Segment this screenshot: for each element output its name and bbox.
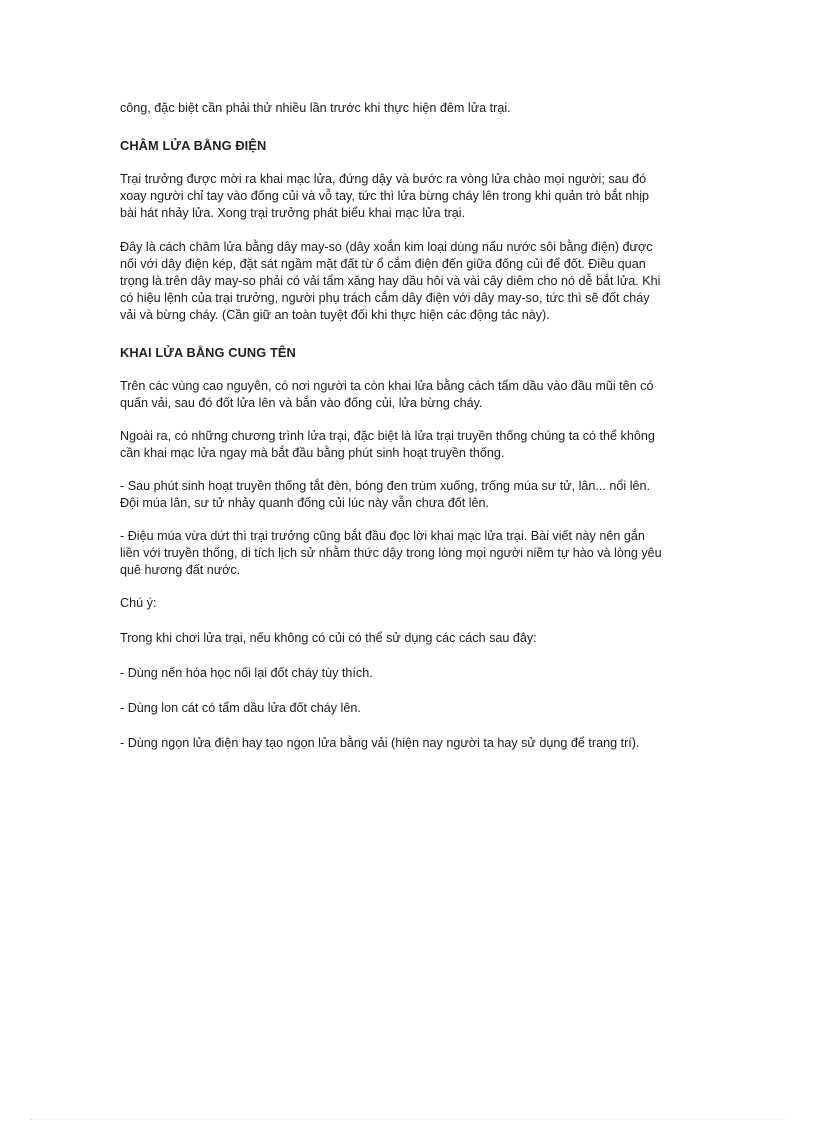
intro-paragraph xyxy=(120,100,700,117)
text-line: - Dùng nến hóa học nối lại đốt cháy tùy thích. xyxy=(120,666,373,680)
text-line: nối với dây điện kép, đặt sát ngầm mặt đất từ ổ cắm điện đến giữa đống củi để đốt. Điều quan xyxy=(120,257,646,271)
text-line: xoay người chỉ tay vào đống củi và vỗ tay, tức thì lửa bừng cháy lên trong khi quản trò bắt nhịp xyxy=(120,189,650,203)
note-label xyxy=(120,595,700,612)
text-line: quấn vải, sau đó đốt lửa lên và bắn vào đống củi, lửa bừng cháy. xyxy=(120,396,483,410)
text-line: công, đặc biệt cần phải thử nhiều lần trước khi thực hiện đêm lửa trại. xyxy=(120,101,511,115)
bullet-item-3 xyxy=(120,735,700,752)
text-line: quê hương đất nước. xyxy=(120,563,241,577)
paragraph-arrow-4 xyxy=(120,528,700,579)
document-page xyxy=(120,100,700,752)
paragraph-electric-2 xyxy=(120,239,700,324)
heading-arrow-ignition: KHAI LỬA BẰNG CUNG TÊN xyxy=(120,345,296,360)
paragraph-arrow-3 xyxy=(120,478,700,512)
text-line: vải và bừng cháy. (Cần giữ an toàn tuyệt đối khi thực hiện các động tác này). xyxy=(120,308,550,322)
text-line: bài hát nhảy lửa. Xong trại trưởng phát biểu khai mạc lửa trại. xyxy=(120,206,466,220)
text-line: - Sau phút sinh hoạt truyền thống tắt đèn, bóng đen trùm xuống, trống múa sư tử, lân... nổi lên. xyxy=(120,479,651,493)
text-line: Trên các vùng cao nguyên, có nơi người ta còn khai lửa bằng cách tẩm dầu vào đầu mũi tên có xyxy=(120,379,654,393)
text-line: Đây là cách châm lửa bằng dây may-so (dây xoắn kim loại dùng nấu nước sôi bằng điện) được xyxy=(120,240,653,254)
text-line: Ngoài ra, có những chương trình lửa trại, đặc biệt là lửa trại truyền thống chúng ta có thể không xyxy=(120,429,655,443)
bullet-item-1 xyxy=(120,665,700,682)
page-bottom-rule xyxy=(30,1119,786,1120)
text-line: - Điệu múa vừa dứt thì trại trưởng cũng bắt đầu đọc lời khai mạc lửa trại. Bài viết này nên gắn xyxy=(120,529,645,543)
text-line: Chú ý: xyxy=(120,596,157,610)
paragraph-note-intro xyxy=(120,630,700,647)
text-line: Đội múa lân, sư tử nhảy quanh đống củi lúc này vẫn chưa đốt lên. xyxy=(120,496,490,510)
text-line: Trại trưởng được mời ra khai mạc lửa, đứng dậy và bước ra vòng lửa chào mọi người; sau đó xyxy=(120,172,647,186)
paragraph-electric-1 xyxy=(120,171,700,222)
text-line: có hiệu lệnh của trại trưởng, người phụ trách cắm dây điện với dây may-so, tức thì sẽ đốt cháy xyxy=(120,291,650,305)
text-line: Trong khi chơi lửa trại, nếu không có củi có thể sử dụng các cách sau đây: xyxy=(120,631,537,645)
text-line: - Dùng lon cát có tẩm dầu lửa đốt cháy lên. xyxy=(120,701,361,715)
paragraph-arrow-2 xyxy=(120,428,700,462)
text-line: cần khai mạc lửa ngay mà bắt đầu bằng phút sinh hoạt truyền thống. xyxy=(120,446,505,460)
paragraph-arrow-1 xyxy=(120,378,700,412)
text-line: liền với truyền thống, di tích lịch sử nhằm thức dậy trong lòng mọi người niềm tự hào và lòng yêu xyxy=(120,546,662,560)
heading-electric-ignition: CHÂM LỬA BẰNG ĐIỆN xyxy=(120,138,267,153)
text-line: trọng là trên dây may-so phải có vải tẩm xăng hay dầu hôi và vài cây diêm cho nó dễ bắt lửa. Khi xyxy=(120,274,661,288)
text-line: - Dùng ngọn lửa điện hay tạo ngọn lửa bằng vải (hiện nay người ta hay sử dụng để trang trí). xyxy=(120,736,640,750)
bullet-item-2 xyxy=(120,700,700,717)
